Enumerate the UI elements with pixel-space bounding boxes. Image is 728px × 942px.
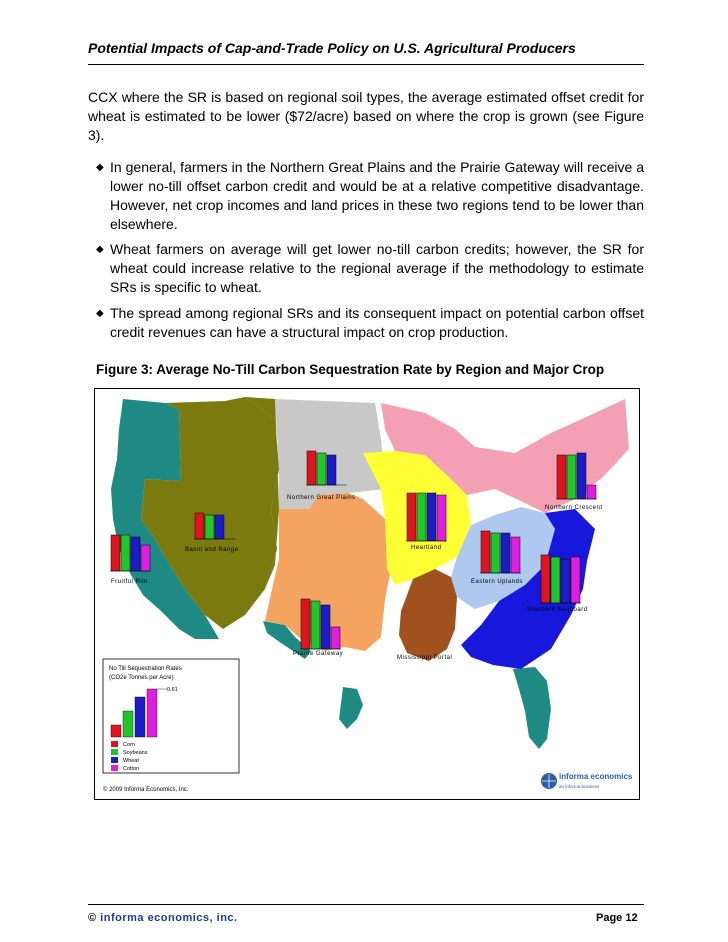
region-bar xyxy=(427,493,436,541)
region-bar xyxy=(195,513,204,539)
region-bar xyxy=(481,531,490,573)
bullet-diamond-icon: ◆ xyxy=(96,162,104,173)
figure-title: Figure 3: Average No-Till Carbon Sequestration Rate by Region and Major Crop xyxy=(96,362,605,377)
label-mississippi-portal: Mississippi Portal xyxy=(397,655,453,661)
region-bar xyxy=(407,493,416,541)
footer-rule xyxy=(88,904,644,905)
region-fruitful-rim-florida xyxy=(513,667,551,749)
legend-value-label: 0.61 xyxy=(167,687,178,693)
informa-logo xyxy=(541,772,633,789)
copyright-symbol: © xyxy=(88,912,97,924)
logo-subtitle: an informa business xyxy=(559,784,600,789)
intro-paragraph: CCX where the SR is based on regional soil types, the average estimated offset credit for wheat is estimated to be lower ($72/acre) based on where the crop is grown (see Figure 3). xyxy=(88,89,644,143)
label-eastern-uplands: Eastern Uplands xyxy=(471,579,523,585)
legend-bar-wheat xyxy=(135,697,145,737)
label-basin-range: Basin and Range xyxy=(185,547,239,553)
region-bar xyxy=(321,605,330,649)
bullet-text: Wheat farmers on average will get lower no-till carbon credits; however, the SR for wheat could increase relative to the regional average if the methodology to estimate SRs is specific to wheat. xyxy=(110,241,644,295)
region-bar xyxy=(111,535,120,571)
page-header-title: Potential Impacts of Cap-and-Trade Policy on U.S. Agricultural Producers xyxy=(88,40,576,56)
figure-frame xyxy=(94,388,640,800)
legend-label-cotton: Cotton xyxy=(123,766,140,772)
page-number: Page 12 xyxy=(596,912,638,924)
region-bar xyxy=(567,455,576,499)
bullet-text: The spread among regional SRs and its consequent impact on potential carbon offset credit revenues can have a structural impact on crop production. xyxy=(110,305,644,340)
legend-label-corn: Corn xyxy=(123,742,135,748)
bullet-text: In general, farmers in the Northern Great Plains and the Prairie Gateway will receive a lower no-till offset carbon credit and would be at a relative competitive disadvantage. However, net crop incomes and land prices in these two regions tend to be lower than elsewhere. xyxy=(110,159,644,232)
region-bar xyxy=(311,601,320,649)
bullet-item xyxy=(96,158,644,234)
legend-swatch-wheat xyxy=(111,757,118,763)
region-bar xyxy=(131,537,140,571)
label-northern-great-plains: Northern Great Plains xyxy=(287,495,356,501)
region-mississippi-portal xyxy=(399,569,457,661)
region-bar xyxy=(557,455,566,499)
figure-copyright: © 2009 Informa Economics, Inc. xyxy=(103,787,189,793)
footer-company-name: informa economics, inc. xyxy=(100,912,238,924)
region-bar xyxy=(215,515,224,539)
region-bar xyxy=(511,537,520,573)
bullet-diamond-icon: ◆ xyxy=(96,308,104,319)
region-bar xyxy=(491,533,500,573)
region-bar xyxy=(541,555,550,603)
legend-title: No Till Sequestration Rates xyxy=(109,666,182,672)
legend-swatch-corn xyxy=(111,741,118,747)
region-bar xyxy=(327,455,336,485)
bullet-diamond-icon: ◆ xyxy=(96,244,104,255)
region-map xyxy=(95,389,639,799)
region-bar xyxy=(205,515,214,539)
legend-bar-cotton xyxy=(147,689,157,737)
region-bar xyxy=(141,545,150,571)
region-bar xyxy=(331,627,340,649)
label-northern-crescent: Northern Crescent xyxy=(545,505,603,511)
legend-label-wheat: Wheat xyxy=(123,758,139,764)
header-rule xyxy=(88,64,644,65)
legend-subtitle: (CO2e Tonnes per Acre) xyxy=(109,675,174,681)
region-bar xyxy=(551,557,560,603)
region-bar xyxy=(121,535,130,571)
bullet-item xyxy=(96,304,644,344)
legend-swatch-cotton xyxy=(111,765,118,771)
logo-name: informa economics xyxy=(559,772,633,781)
label-fruitful-rim: Fruitful Rim xyxy=(111,579,148,585)
region-bar xyxy=(307,451,316,485)
region-bar xyxy=(301,599,310,649)
legend-bar-corn xyxy=(111,725,121,737)
footer-company xyxy=(88,912,238,924)
label-southern-seaboard: Southern Seaboard xyxy=(527,607,588,613)
region-bar xyxy=(587,485,596,499)
region-fruitful-rim-texas xyxy=(339,687,363,729)
legend-swatch-soybeans xyxy=(111,749,118,755)
region-bar xyxy=(577,453,586,499)
region-bar xyxy=(437,495,446,541)
label-heartland: Heartland xyxy=(411,545,442,551)
region-bar xyxy=(417,493,426,541)
label-prairie-gateway: Prairie Gateway xyxy=(293,651,344,657)
region-bar xyxy=(317,453,326,485)
legend-bar-soybeans xyxy=(123,711,133,737)
region-bar xyxy=(571,557,580,603)
region-bar xyxy=(501,533,510,573)
region-bar xyxy=(561,559,570,603)
legend-label-soybeans: Soybeans xyxy=(123,750,148,756)
bullet-item xyxy=(96,240,644,297)
